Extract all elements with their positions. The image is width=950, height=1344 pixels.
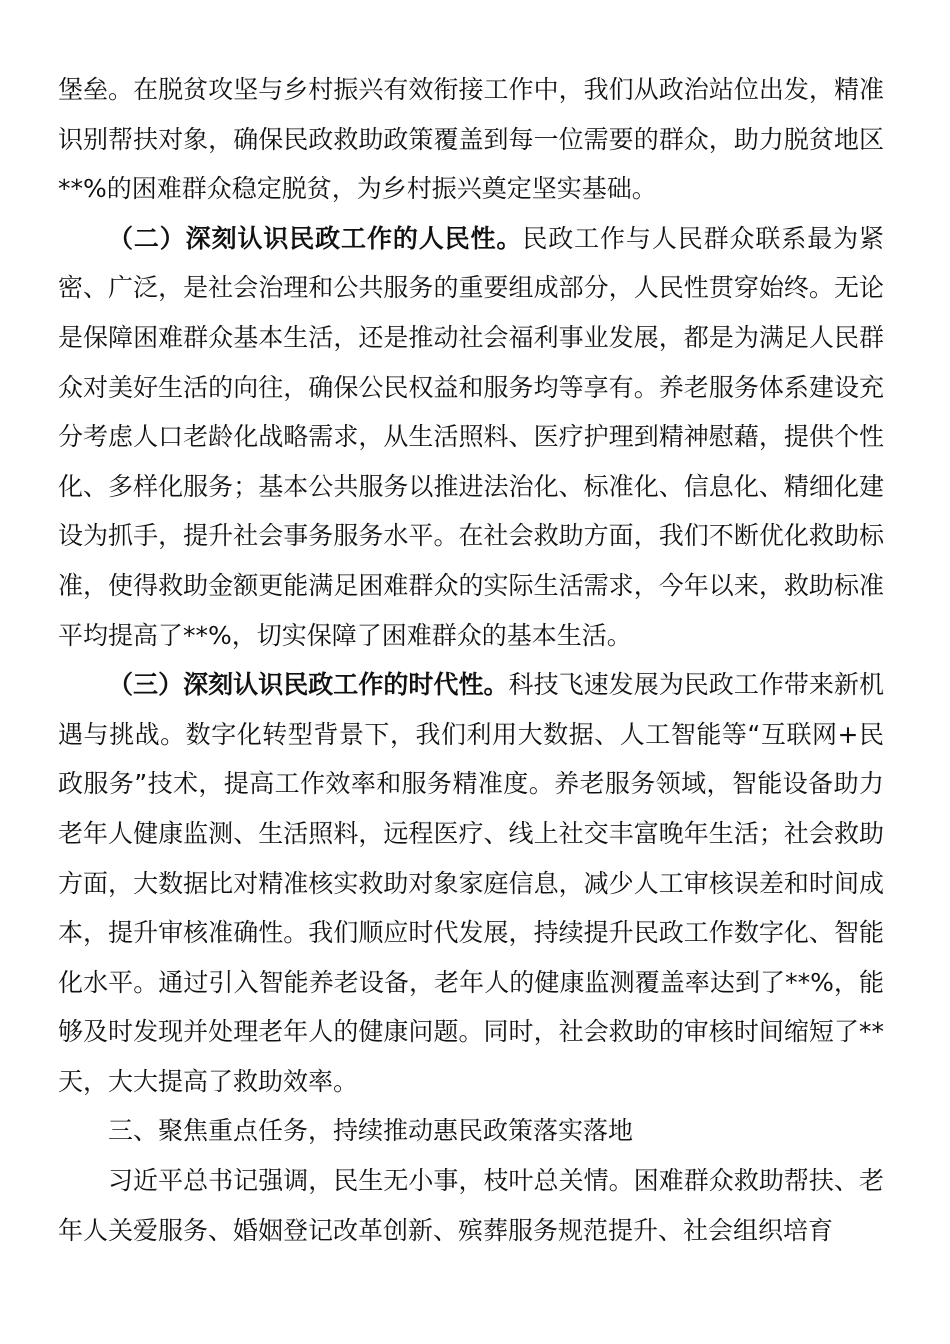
paragraph-people-nature-body: 民政工作与人民群众联系最为紧密、广泛，是社会治理和公共服务的重要组成部分，人民性贯穿始终。无论是保障困难群众基本生活，还是推动社会福利事业发展，都是为满足人民群众对美好生活的向往，确保公民权益和服务均等享有。养老服务体系建设充分考虑人口老龄化战略需求，从生活照料、医疗护理到精神慰藉，提供个性化、多样化服务；基本公共服务以推进法治化、标准化、信息化、精细化建设为抓手，提升社会事务服务水平。在社会救助方面，我们不断优化救助标准，使得救助金额更能满足困难群众的实际生活需求，今年以来，救助标准平均提高了**%，切实保障了困难群众的基本生活。 [58, 223, 884, 650]
paragraph-era-nature-body: 科技飞速发展为民政工作带来新机遇与挑战。数字化转型背景下，我们利用大数据、人工智能等“互联网+民政服务”技术，提高工作效率和服务精准度。养老服务领域，智能设备助力老年人健康监测、生活照料，远程医疗、线上社交丰富晚年生活；社会救助方面，大数据比对精准核实救助对象家庭信息，减少人工审核误差和时间成本，提升审核准确性。我们顺应时代发展，持续提升民政工作数字化、智能化水平。通过引入智能养老设备，老年人的健康监测覆盖率达到了**%，能够及时发现并处理老年人的健康问题。同时，社会救助的审核时间缩短了**天，大大提高了救助效率。 [58, 670, 884, 1096]
paragraph-people-nature [58, 214, 884, 660]
paragraph-continuation: 堡垒。在脱贫攻坚与乡村振兴有效衔接工作中，我们从政治站位出发，精准识别帮扶对象，确保民政救助政策覆盖到每一位需要的群众，助力脱贫地区**%的困难群众稳定脱贫，为乡村振兴奠定坚实基础。 [58, 75, 884, 204]
document-page [58, 65, 884, 1255]
paragraph-era-nature [58, 660, 884, 1106]
section-heading-three: 三、聚焦重点任务，持续推动惠民政策落实落地 [108, 1116, 634, 1146]
subheading-people-nature: （二）深刻认识民政工作的人民性。 [108, 223, 523, 253]
subheading-era-nature: （三）深刻认识民政工作的时代性。 [108, 670, 509, 700]
paragraph-section-three-intro: 习近平总书记强调，民生无小事，枝叶总关情。困难群众救助帮扶、老年人关爱服务、婚姻登记改革创新、殡葬服务规范提升、社会组织培育 [58, 1166, 884, 1245]
